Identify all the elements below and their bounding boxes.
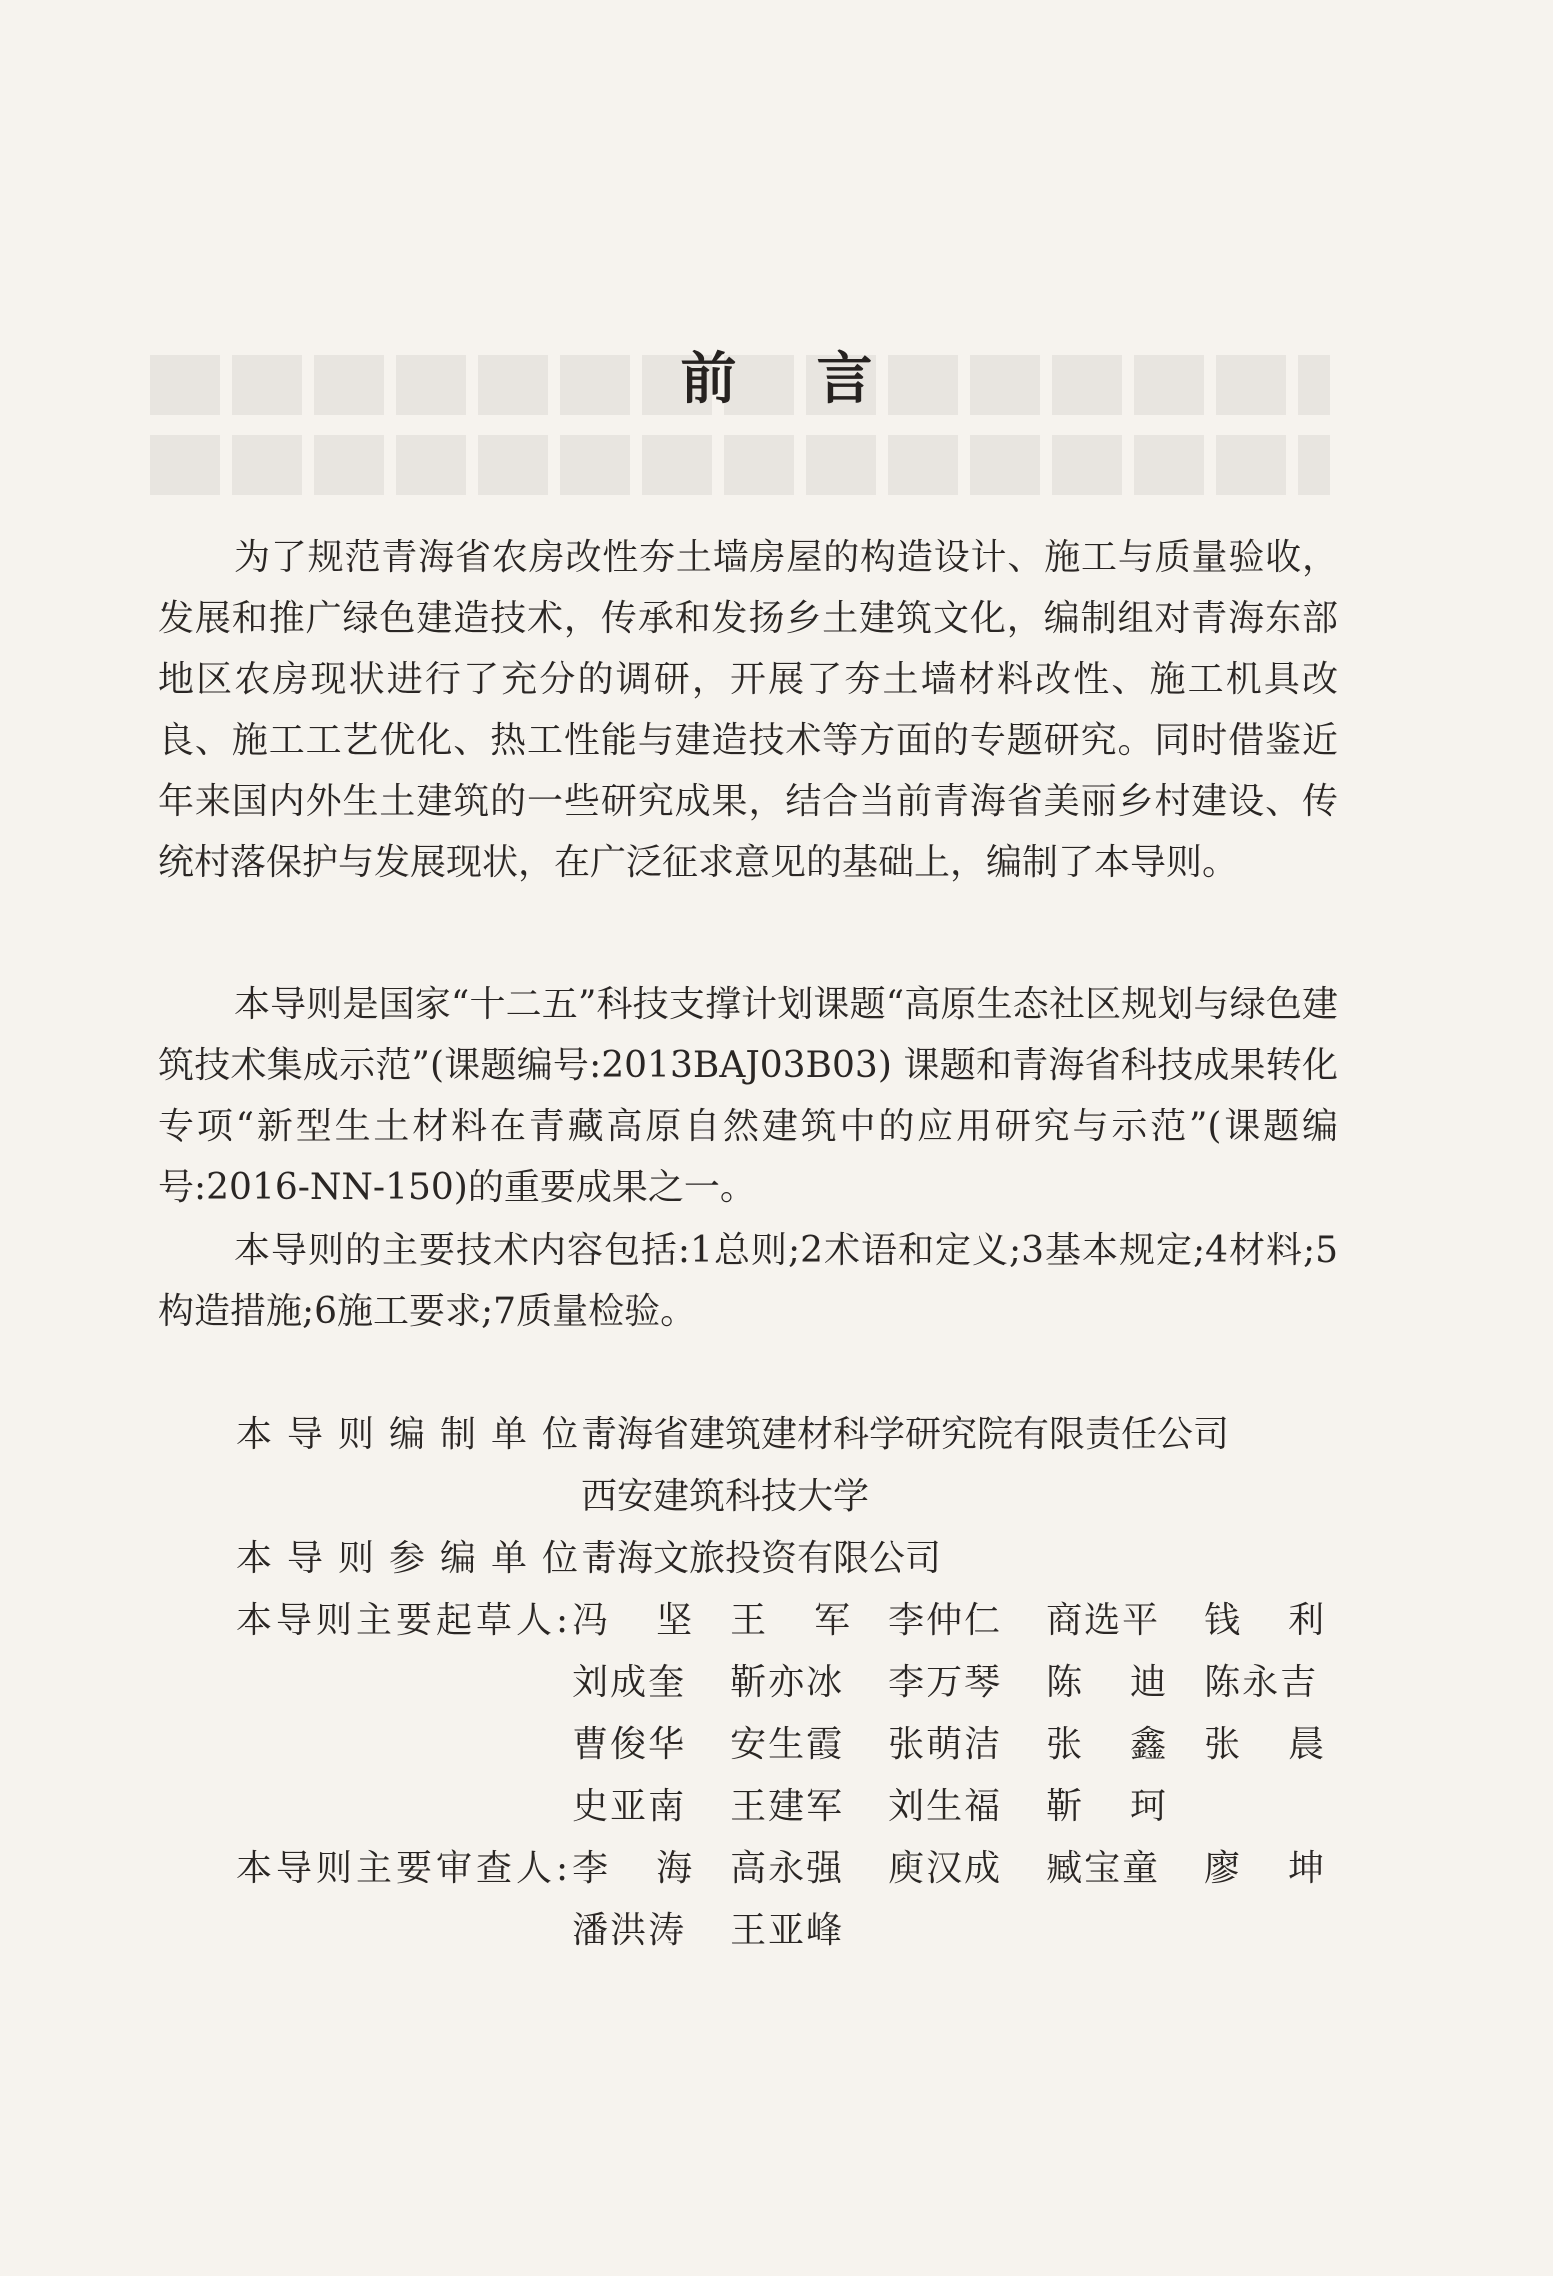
reviewers-label: 本导则主要审查人:: [236, 1848, 573, 1889]
compiling-units-label: 本导则编制单位:: [236, 1414, 621, 1455]
contents-paragraph: 本导则的主要技术内容包括:1总则;2术语和定义;3基本规定;4材料;5构造措施;6施工要求;7质量检验。: [158, 1230, 1338, 1332]
drafter-name: 曹俊华: [572, 1724, 687, 1765]
drafter-name: 张鑫: [1046, 1724, 1215, 1765]
reviewer-name: 庾汉成: [888, 1848, 1003, 1889]
credits-section: [236, 1404, 1373, 1962]
drafter-name: 陈迪: [1046, 1662, 1215, 1703]
drafters-list: [572, 1590, 1373, 1838]
drafter-name: 钱利: [1204, 1600, 1373, 1641]
participating-units-row: [236, 1528, 1356, 1590]
drafter-name: 张萌洁: [888, 1724, 1003, 1765]
compiling-unit: 青海省建筑建材科学研究院有限责任公司: [581, 1414, 1230, 1455]
project-paragraph: 本导则是国家“十二五”科技支撑计划课题“高原生态社区规划与绿色建筑技术集成示范”(课题编号:2013BAJ03B03) 课题和青海省科技成果转化专项“新型生土材料在青藏高原自然建筑中的应用研究与示范”(课题编号:2016-NN-150)的重要成果之一。: [158, 984, 1338, 1208]
reviewer-name: 李海: [572, 1848, 741, 1889]
drafter-name: 史亚南: [572, 1786, 687, 1827]
reviewer-name: 廖坤: [1204, 1848, 1373, 1889]
reviewer-name: 潘洪涛: [572, 1910, 687, 1951]
drafter-name: 李万琴: [888, 1662, 1003, 1703]
drafter-name: 安生霞: [730, 1724, 845, 1765]
reviewer-name: 臧宝童: [1046, 1848, 1161, 1889]
drafters-row: [236, 1590, 1373, 1838]
drafter-name: 靳亦冰: [730, 1662, 845, 1703]
reviewer-name: 高永强: [730, 1848, 845, 1889]
drafter-name: 王建军: [730, 1786, 845, 1827]
drafter-name: 张晨: [1204, 1724, 1373, 1765]
drafter-name: 冯坚: [572, 1600, 741, 1641]
drafter-name: 陈永吉: [1204, 1662, 1319, 1703]
intro-paragraph: 为了规范青海省农房改性夯土墙房屋的构造设计、施工与质量验收，发展和推广绿色建造技术，传承和发扬乡土建筑文化，编制组对青海东部地区农房现状进行了充分的调研，开展了夯土墙材料改性、施工机具改良、施工工艺优化、热工性能与建造技术等方面的专题研究。同时借鉴近年来国内外生土建筑的一些研究成果，结合当前青海省美丽乡村建设、传统村落保护与发展现状，在广泛征求意见的基础上，编制了本导则。: [158, 537, 1338, 883]
compiling-units-row: [236, 1404, 1356, 1528]
drafter-name: 王军: [730, 1600, 899, 1641]
drafter-name: 刘生福: [888, 1786, 1003, 1827]
drafters-label: 本导则主要起草人:: [236, 1600, 573, 1641]
page-title: 前言: [680, 347, 953, 412]
drafter-name: 李仲仁: [888, 1600, 1003, 1641]
participating-units-label: 本导则参编单位:: [236, 1538, 621, 1579]
reviewers-row: [236, 1838, 1373, 1962]
reviewers-list: [572, 1838, 1373, 1962]
reviewer-name: 王亚峰: [730, 1910, 845, 1951]
drafter-name: 刘成奎: [572, 1662, 687, 1703]
drafter-name: 商选平: [1046, 1600, 1161, 1641]
drafter-name: 靳珂: [1046, 1786, 1215, 1827]
compiling-unit: 西安建筑科技大学: [581, 1476, 870, 1517]
participating-unit: 青海文旅投资有限公司: [581, 1538, 942, 1579]
